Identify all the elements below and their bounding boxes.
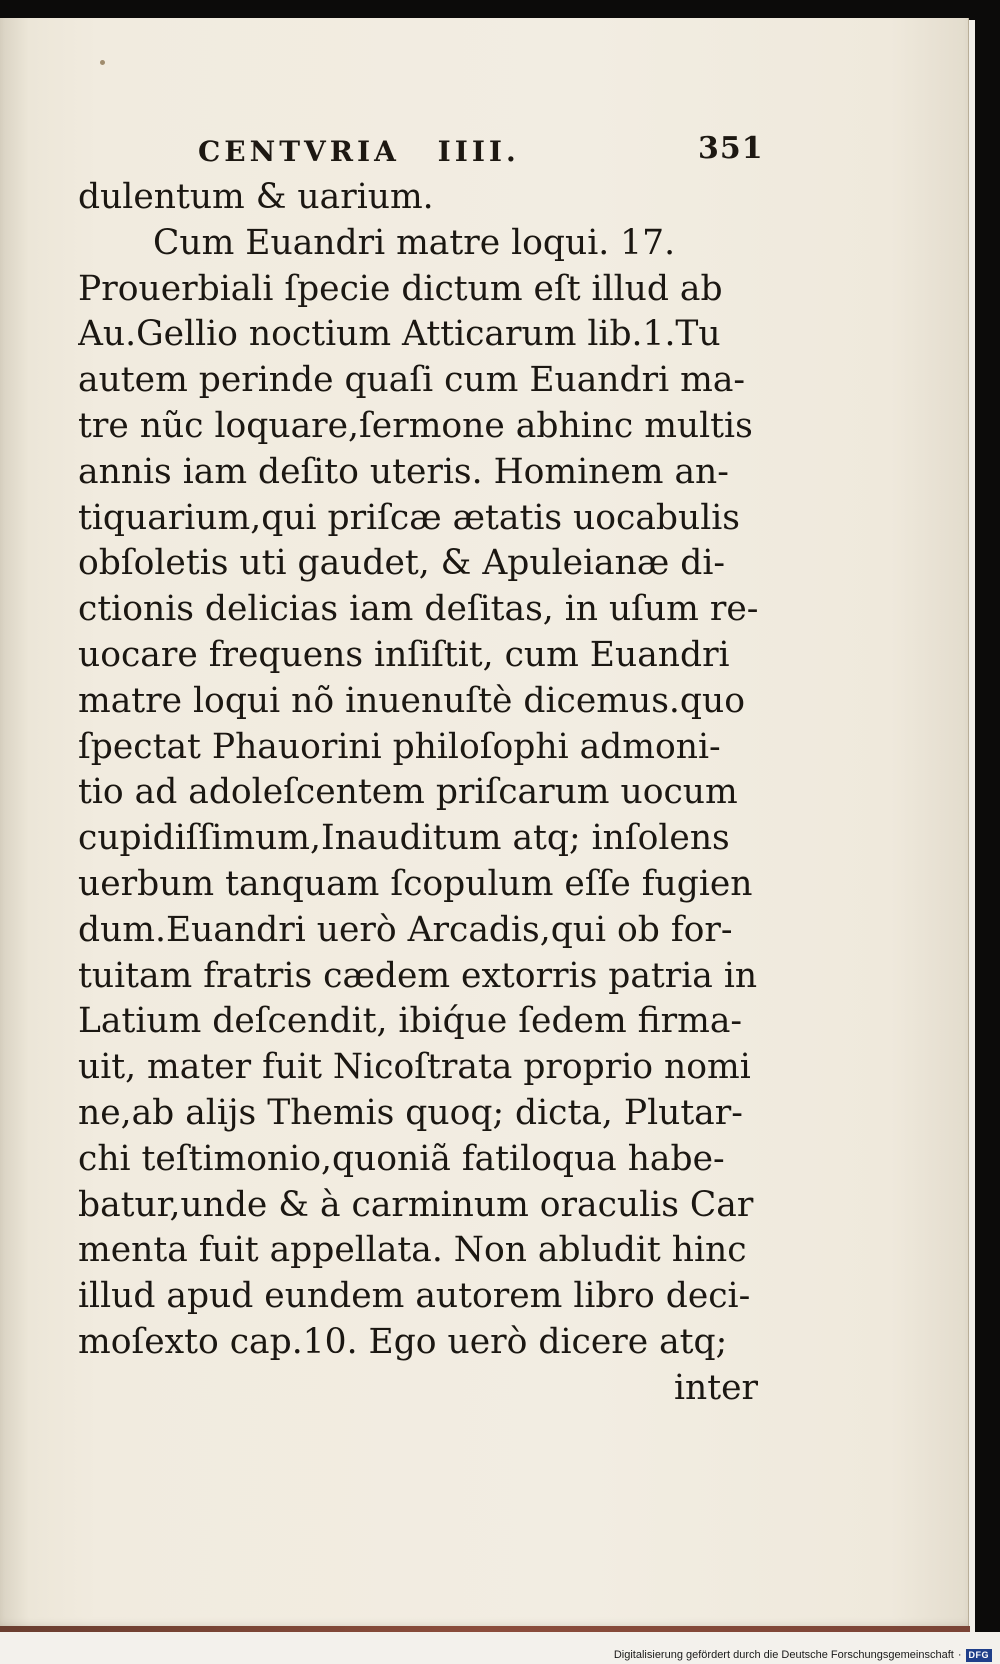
dfg-logo-icon: DFG xyxy=(966,1649,993,1662)
text-block xyxy=(78,175,768,1412)
text-line: annis iam deſito uteris. Hominem an- xyxy=(78,451,729,492)
text-line: moſexto cap.10. Ego uerò dicere atq; xyxy=(78,1321,728,1362)
book-page xyxy=(0,18,969,1630)
text-line: uit, mater fuit Nicoſtrata proprio nomi xyxy=(78,1047,751,1088)
running-head: CENTVRIA IIII. xyxy=(198,135,520,168)
text-line: tuitam fratris cædem extorris patria in xyxy=(78,955,758,996)
text-line: tre nũc loquare,ſermone abhinc multis xyxy=(78,405,753,446)
text-line: ctionis delicias iam deſitas, in uſum re- xyxy=(78,589,759,630)
page-number: 351 xyxy=(698,131,764,166)
text-line: menta fuit appellata. Non abludit hinc xyxy=(78,1230,747,1271)
text-line: autem perinde quaſi cum Euandri ma- xyxy=(78,360,746,401)
text-line: batur,unde & à carminum oraculis Car xyxy=(78,1184,754,1225)
text-line: Prouerbiali ſpecie dictum eſt illud ab xyxy=(78,268,723,309)
section-heading: Cum Euandri matre loqui. 17. xyxy=(153,222,676,263)
text-line: dum.Euandri uerò Arcadis,qui ob for- xyxy=(78,909,733,950)
text-line: uerbum tanquam ſcopulum eſſe fugien xyxy=(78,863,753,904)
text-line: tio ad adoleſcentem priſcarum uocum xyxy=(78,772,738,813)
funding-credit: Digitalisierung gefördert durch die Deutsche Forschungsgemeinschaft · DFG xyxy=(614,1648,992,1662)
text-line: cupidiſſimum,Inauditum atq; inſolens xyxy=(78,818,730,859)
funding-credit-text: Digitalisierung gefördert durch die Deutsche Forschungsgemeinschaft xyxy=(613,1649,954,1661)
text-line: tiquarium,qui priſcæ ætatis uocabulis xyxy=(78,497,740,538)
text-line: illud apud eundem autorem libro deci- xyxy=(78,1276,751,1317)
text-line: uocare frequens inſiſtit, cum Euandri xyxy=(78,634,730,675)
text-line: Au.Gellio noctium Atticarum lib.1.Tu xyxy=(78,314,721,355)
paper-spot xyxy=(100,60,105,65)
text-line: dulentum & uarium. xyxy=(78,177,434,217)
catchword: inter xyxy=(673,1367,758,1408)
text-line: ſpectat Phauorini philoſophi admoni- xyxy=(78,726,721,767)
text-line: obſoletis uti gaudet, & Apuleianæ di- xyxy=(78,543,726,584)
text-line: matre loqui nõ inuenuſtè dicemus.quo xyxy=(78,680,745,721)
scan-right-border xyxy=(975,0,1000,1664)
scan-top-border xyxy=(0,0,1000,20)
text-line: Latium deſcendit, ibiq́ue ſedem firma- xyxy=(78,1001,743,1042)
text-line: ne,ab alijs Themis quoq; dicta, Plutar- xyxy=(78,1092,743,1133)
text-line: chi teſtimonio,quoniã fatiloqua habe- xyxy=(78,1138,725,1179)
page-header xyxy=(198,131,764,171)
